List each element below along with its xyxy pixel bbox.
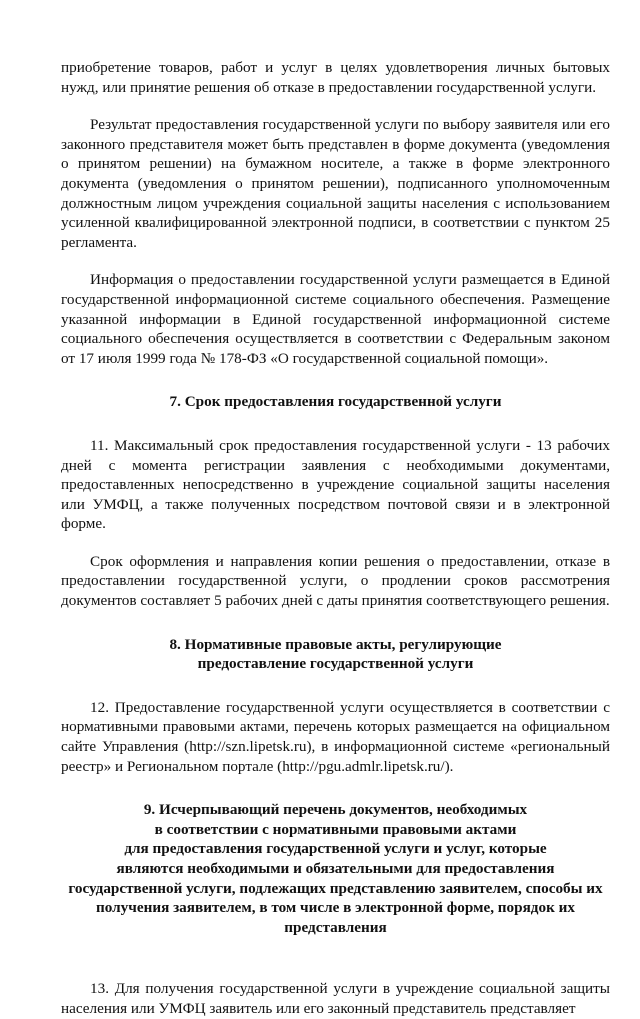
section-9-heading-line-3: для предоставления государственной услуги и услуг, которые bbox=[124, 840, 547, 858]
section-9-heading-line-1: 9. Исчерпывающий перечень документов, необходимых bbox=[143, 801, 528, 819]
section-8-heading bbox=[61, 635, 610, 674]
section-8-heading-line-2: предоставление государственной услуги bbox=[197, 655, 474, 673]
section-9-heading bbox=[61, 800, 610, 937]
paragraph-continuation: приобретение товаров, работ и услуг в целях удовлетворения личных бытовых нужд, или принятие решения об отказе в предоставлении государственной услуги. bbox=[61, 59, 610, 96]
paragraph-11: 11. Максимальный срок предоставления государственной услуги - 13 рабочих дней с момента регистрации заявления с необходимыми документами, предоставленных непосредственно в учреждение социальной защиты населения или УМФЦ, а также полученных посредством почтовой связи и в электронной форме. bbox=[61, 436, 610, 533]
paragraph-info-system: Информация о предоставлении государственной услуги размещается в Единой государственной информационной системе социального обеспечения. Размещение указанной информации в Единой государственной информационной системе социального обеспечения осуществляется в соответствии с Федеральным законом от 17 июля 1999 года № 178-ФЗ «О государственной социальной помощи». bbox=[61, 271, 610, 367]
paragraph-copy-deadline: Срок оформления и направления копии решения о предоставлении, отказе в предоставлении государственной услуги, о продлении сроков рассмотрения документов составляет 5 рабочих дней с даты принятия соответствующего решения. bbox=[61, 552, 610, 610]
section-9-heading-line-6: получения заявителем, в том числе в электронной форме, порядок их bbox=[96, 899, 575, 917]
paragraph-13: 13. Для получения государственной услуги в учреждение социальной защиты населения или УМФЦ заявитель или его законный представитель представляет bbox=[61, 980, 610, 1017]
section-9-heading-line-4: являются необходимыми и обязательными для предоставления bbox=[116, 860, 555, 877]
paragraph-12: 12. Предоставление государственной услуги осуществляется в соответствии с нормативными правовыми актами, перечень которых размещается на официальном сайте Управления (http://szn.lipetsk.ru), в информационной системе «региональный реестр» и Региональном портале (http://pgu.admlr.lipetsk.ru/). bbox=[61, 698, 610, 775]
section-7-heading: 7. Срок предоставления государственной услуги bbox=[169, 393, 502, 411]
section-9-heading-line-7: представления bbox=[284, 918, 387, 936]
section-9-heading-line-2: в соответствии с нормативными правовыми актами bbox=[154, 820, 517, 838]
paragraph-result: Результат предоставления государственной услуги по выбору заявителя или его законного представителя может быть представлен в форме документа (уведомления о принятом решении) на бумажном носителе, а также в форме электронного документа (уведомления о принятом решении), подписанного уполномоченным должностным лицом учреждения социальной защиты населения с использованием усиленной квалифицированной электронной подписи, в соответствии с пунктом 25 регламента. bbox=[61, 116, 610, 251]
section-9-heading-line-5: государственной услуги, подлежащих представлению заявителем, способы их bbox=[68, 879, 603, 897]
section-8-heading-line-1: 8. Нормативные правовые акты, регулирующие bbox=[169, 635, 502, 653]
